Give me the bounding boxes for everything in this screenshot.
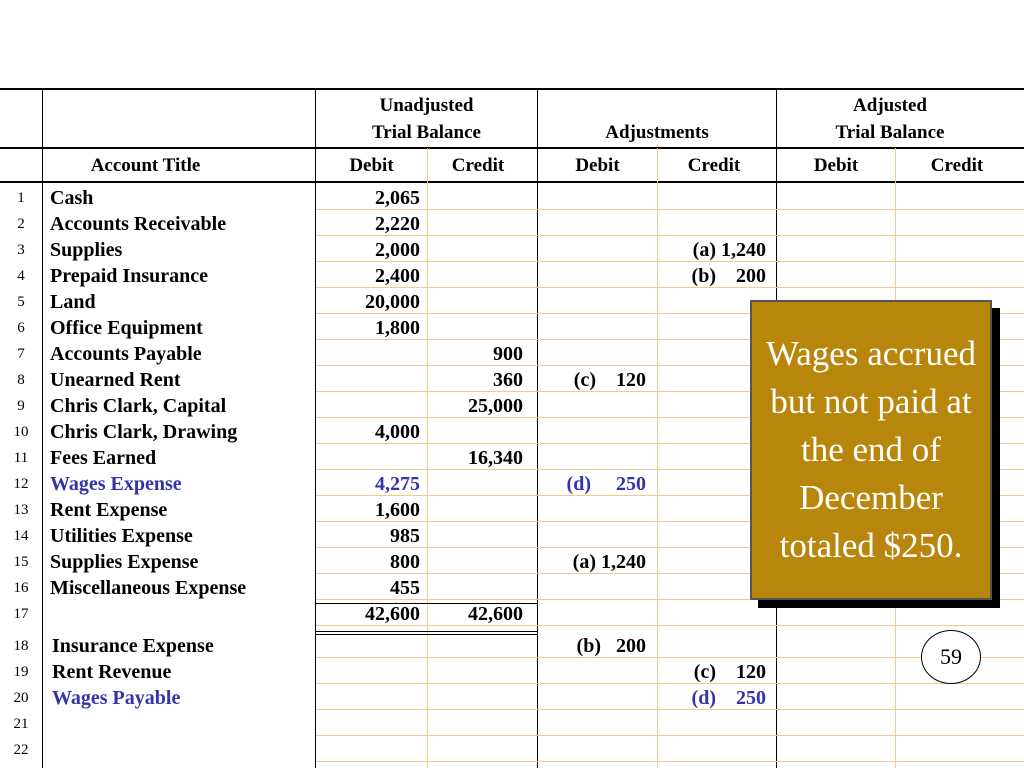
row-line (316, 761, 1024, 762)
row-number: 16 (13, 580, 29, 596)
adjustment-credit: (b) 200 (691, 265, 766, 287)
row-number: 13 (13, 502, 29, 518)
account-title: Chris Clark, Capital (50, 395, 227, 417)
row-line (316, 657, 1024, 658)
unadjusted-debit: 985 (390, 525, 420, 547)
row-number: 2 (17, 216, 25, 232)
row-number: 11 (13, 450, 29, 466)
total-rule-1 (316, 631, 537, 632)
row-line (316, 209, 1024, 210)
account-title: Office Equipment (50, 317, 203, 339)
row-number: 4 (17, 268, 25, 284)
unadjusted-debit: 2,220 (375, 213, 420, 235)
unadjusted-debit: 1,800 (375, 317, 420, 339)
account-title: Fees Earned (50, 447, 157, 469)
account-title: Insurance Expense (52, 635, 214, 657)
row-line (316, 735, 1024, 736)
row-number: 19 (13, 664, 29, 680)
account-title: Rent Expense (50, 499, 168, 521)
adj-debit-header: Debit (575, 155, 620, 176)
row-number: 17 (13, 606, 29, 622)
account-title: Wages Payable (52, 687, 181, 709)
row-number: 5 (17, 294, 25, 310)
page-number: 59 (921, 630, 981, 684)
header-divider (0, 147, 1024, 149)
row-number: 1 (17, 190, 25, 206)
account-title: Supplies Expense (50, 551, 199, 573)
account-title: Miscellaneous Expense (50, 577, 247, 599)
unadj-credit-header: Credit (451, 155, 505, 176)
vline-unadjusted (537, 88, 538, 768)
row-number: 3 (17, 242, 25, 258)
row-number: 22 (13, 742, 29, 758)
adjusted-debit-header: Debit (813, 155, 859, 176)
unadjusted-debit: 42,600 (365, 603, 420, 625)
row-number: 15 (13, 554, 29, 570)
account-title: Supplies (50, 239, 123, 261)
row-number: 7 (17, 346, 25, 362)
adj-credit-header: Credit (687, 155, 741, 176)
adjustment-credit: (a) 1,240 (692, 239, 766, 261)
row-line (316, 235, 1024, 236)
vline-number (42, 88, 43, 768)
unadjusted-debit: 2,065 (375, 187, 420, 209)
unadjusted-debit: 20,000 (365, 291, 420, 313)
row-line (316, 625, 1024, 626)
total-rule-2 (316, 634, 537, 635)
account-title: Unearned Rent (50, 369, 181, 391)
unadjusted-debit: 800 (390, 551, 420, 573)
account-title: Accounts Receivable (50, 213, 227, 235)
unadjusted-credit: 900 (493, 343, 523, 365)
adjustment-debit: (a) 1,240 (572, 551, 646, 573)
row-number: 20 (13, 690, 29, 706)
account-title: Rent Revenue (52, 661, 172, 683)
account-title: Chris Clark, Drawing (50, 421, 238, 443)
unadjusted-header: Unadjusted Trial Balance (372, 95, 481, 143)
unadjusted-credit: 42,600 (468, 603, 523, 625)
callout-text: Wages accrued but not paid at the end of December totaled $250. (766, 334, 976, 565)
unadjusted-debit: 4,275 (375, 473, 420, 495)
unadjusted-credit: 25,000 (468, 395, 523, 417)
top-border (0, 88, 1024, 90)
account-title: Wages Expense (50, 473, 182, 495)
adjustment-credit: (d) 250 (691, 687, 766, 709)
adjusted-credit-header: Credit (930, 155, 984, 176)
unadjusted-debit: 1,600 (375, 499, 420, 521)
adjustments-header: Adjustments (605, 122, 709, 143)
row-number: 18 (13, 638, 29, 654)
account-title: Prepaid Insurance (50, 265, 208, 287)
adjustment-credit: (c) 120 (693, 661, 766, 683)
row-number: 10 (13, 424, 29, 440)
row-number: 9 (17, 398, 25, 414)
account-title: Accounts Payable (50, 343, 202, 365)
subheader-divider (0, 181, 1024, 183)
account-title-header: Account Title (90, 155, 201, 176)
unadjusted-credit: 360 (493, 369, 523, 391)
account-title: Cash (50, 187, 94, 209)
unadjusted-debit: 2,400 (375, 265, 420, 287)
unadj-debit-header: Debit (349, 155, 394, 176)
row-number: 8 (17, 372, 25, 388)
account-title: Land (50, 291, 96, 313)
callout-box (750, 300, 992, 600)
row-number: 14 (13, 528, 29, 544)
unadjusted-debit: 2,000 (375, 239, 420, 261)
row-number: 12 (13, 476, 29, 492)
account-title: Utilities Expense (50, 525, 193, 547)
adjustment-debit: (d) 250 (566, 473, 646, 495)
unadjusted-debit: 455 (390, 577, 420, 599)
unadjusted-debit: 4,000 (375, 421, 420, 443)
row-number: 6 (17, 320, 25, 336)
adjusted-header: Adjusted Trial Balance (835, 95, 945, 143)
unadjusted-credit: 16,340 (468, 447, 523, 469)
adjustment-debit: (c) 120 (573, 369, 646, 391)
adjustment-debit: (b) 200 (576, 635, 646, 657)
row-number: 21 (13, 716, 29, 732)
